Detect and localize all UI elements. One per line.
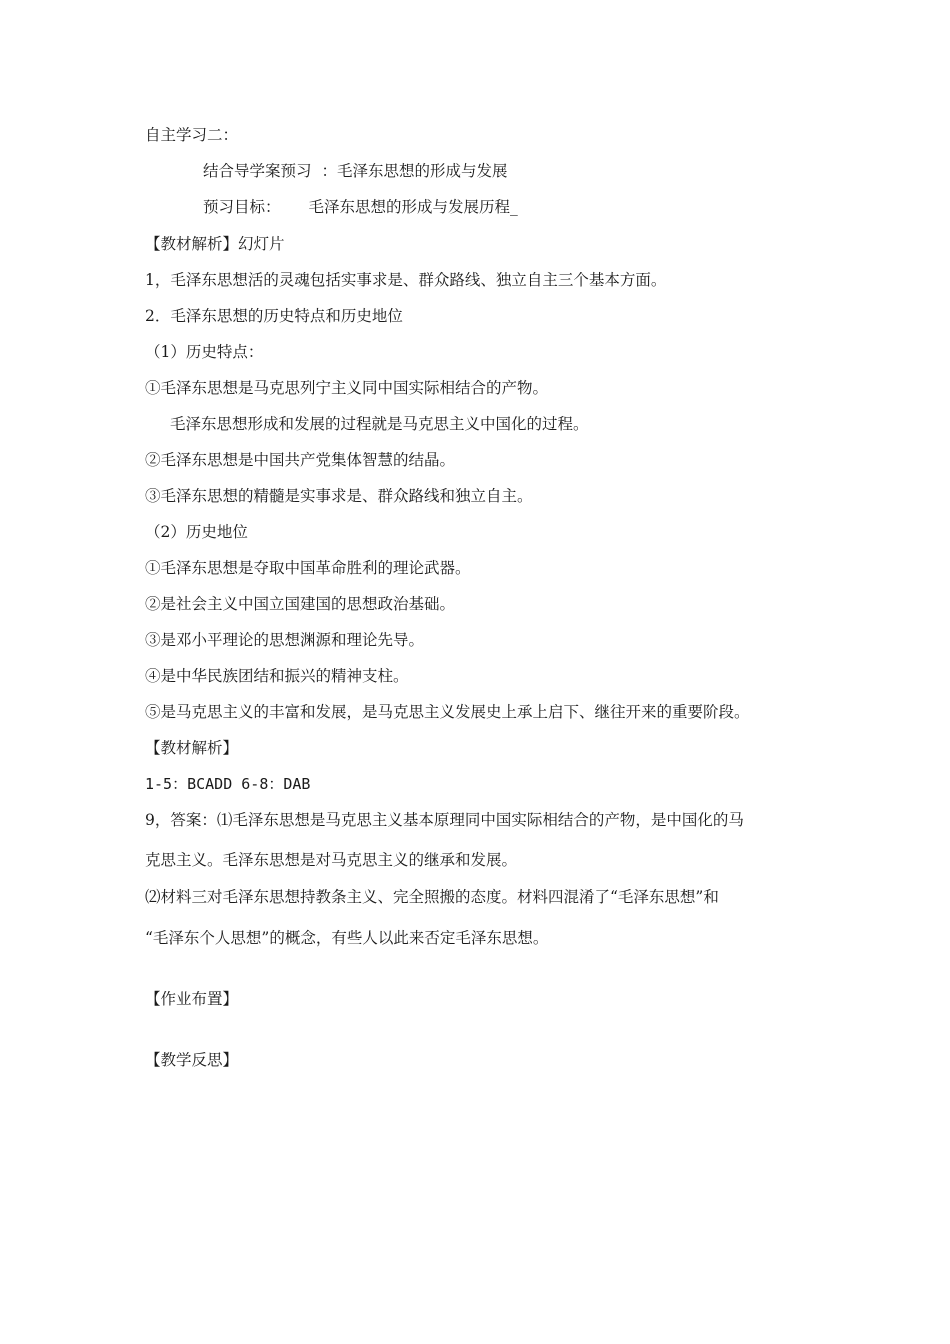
sub1-item: ②毛泽东思想是中国共产党集体智慧的结晶。 <box>145 451 456 469</box>
preview-topic: 毛泽东思想的形成与发展 <box>337 162 508 180</box>
preview-line <box>203 160 508 182</box>
section-reflection-heading: 【教学反思】 <box>145 1051 239 1069</box>
section-slides-heading: 【教材解析】幻灯片 <box>145 235 285 253</box>
answer-9-line-3: ⑵材料三对毛泽东思想持教条主义、完全照搬的态度。材料四混淆了“毛泽东思想”和 <box>145 888 719 906</box>
sub2-item: ⑤是马克思主义的丰富和发展，是马克思主义发展史上承上启下、继往开来的重要阶段。 <box>145 703 750 721</box>
sub1-item: ①毛泽东思想是马克思列宁主义同中国实际相结合的产物。 <box>145 379 549 397</box>
sub2-item: ②是社会主义中国立国建国的思想政治基础。 <box>145 595 456 613</box>
section-answers-heading: 【教材解析】 <box>145 739 239 757</box>
sub-section-1-title: （1）历史特点： <box>145 343 264 361</box>
goal-label: 预习目标： <box>203 198 281 216</box>
point-2: 2．毛泽东思想的历史特点和历史地位 <box>145 307 403 325</box>
preview-label: 结合导学案预习 <box>203 162 312 180</box>
sub2-item: ③是邓小平理论的思想渊源和理论先导。 <box>145 631 425 649</box>
sub2-item: ④是中华民族团结和振兴的精神支柱。 <box>145 667 409 685</box>
goal-topic: 毛泽东思想的形成与发展历程_ <box>308 198 518 216</box>
goal-line <box>203 196 518 218</box>
sub-section-2-title: （2）历史地位 <box>145 523 248 541</box>
preview-separator: ： <box>321 162 338 180</box>
point-1: 1，毛泽东思想活的灵魂包括实事求是、群众路线、独立自主三个基本方面。 <box>145 271 667 289</box>
sub1-item: 毛泽东思想形成和发展的过程就是马克思主义中国化的过程。 <box>170 415 589 433</box>
multiple-choice-answers: 1-5：BCADD 6-8：DAB <box>145 775 311 793</box>
answer-9-line-2: 克思主义。毛泽东思想是对马克思主义的继承和发展。 <box>145 851 518 869</box>
section-homework-heading: 【作业布置】 <box>145 990 239 1008</box>
sub2-item: ①毛泽东思想是夺取中国革命胜利的理论武器。 <box>145 559 471 577</box>
answer-9-line-1: 9，答案：⑴毛泽东思想是马克思主义基本原理同中国实际相结合的产物，是中国化的马 <box>145 811 744 829</box>
self-study-heading: 自主学习二： <box>145 126 239 144</box>
sub1-item: ③毛泽东思想的精髓是实事求是、群众路线和独立自主。 <box>145 487 533 505</box>
answer-9-line-4: “毛泽东个人思想”的概念，有些人以此来否定毛泽东思想。 <box>145 929 549 947</box>
